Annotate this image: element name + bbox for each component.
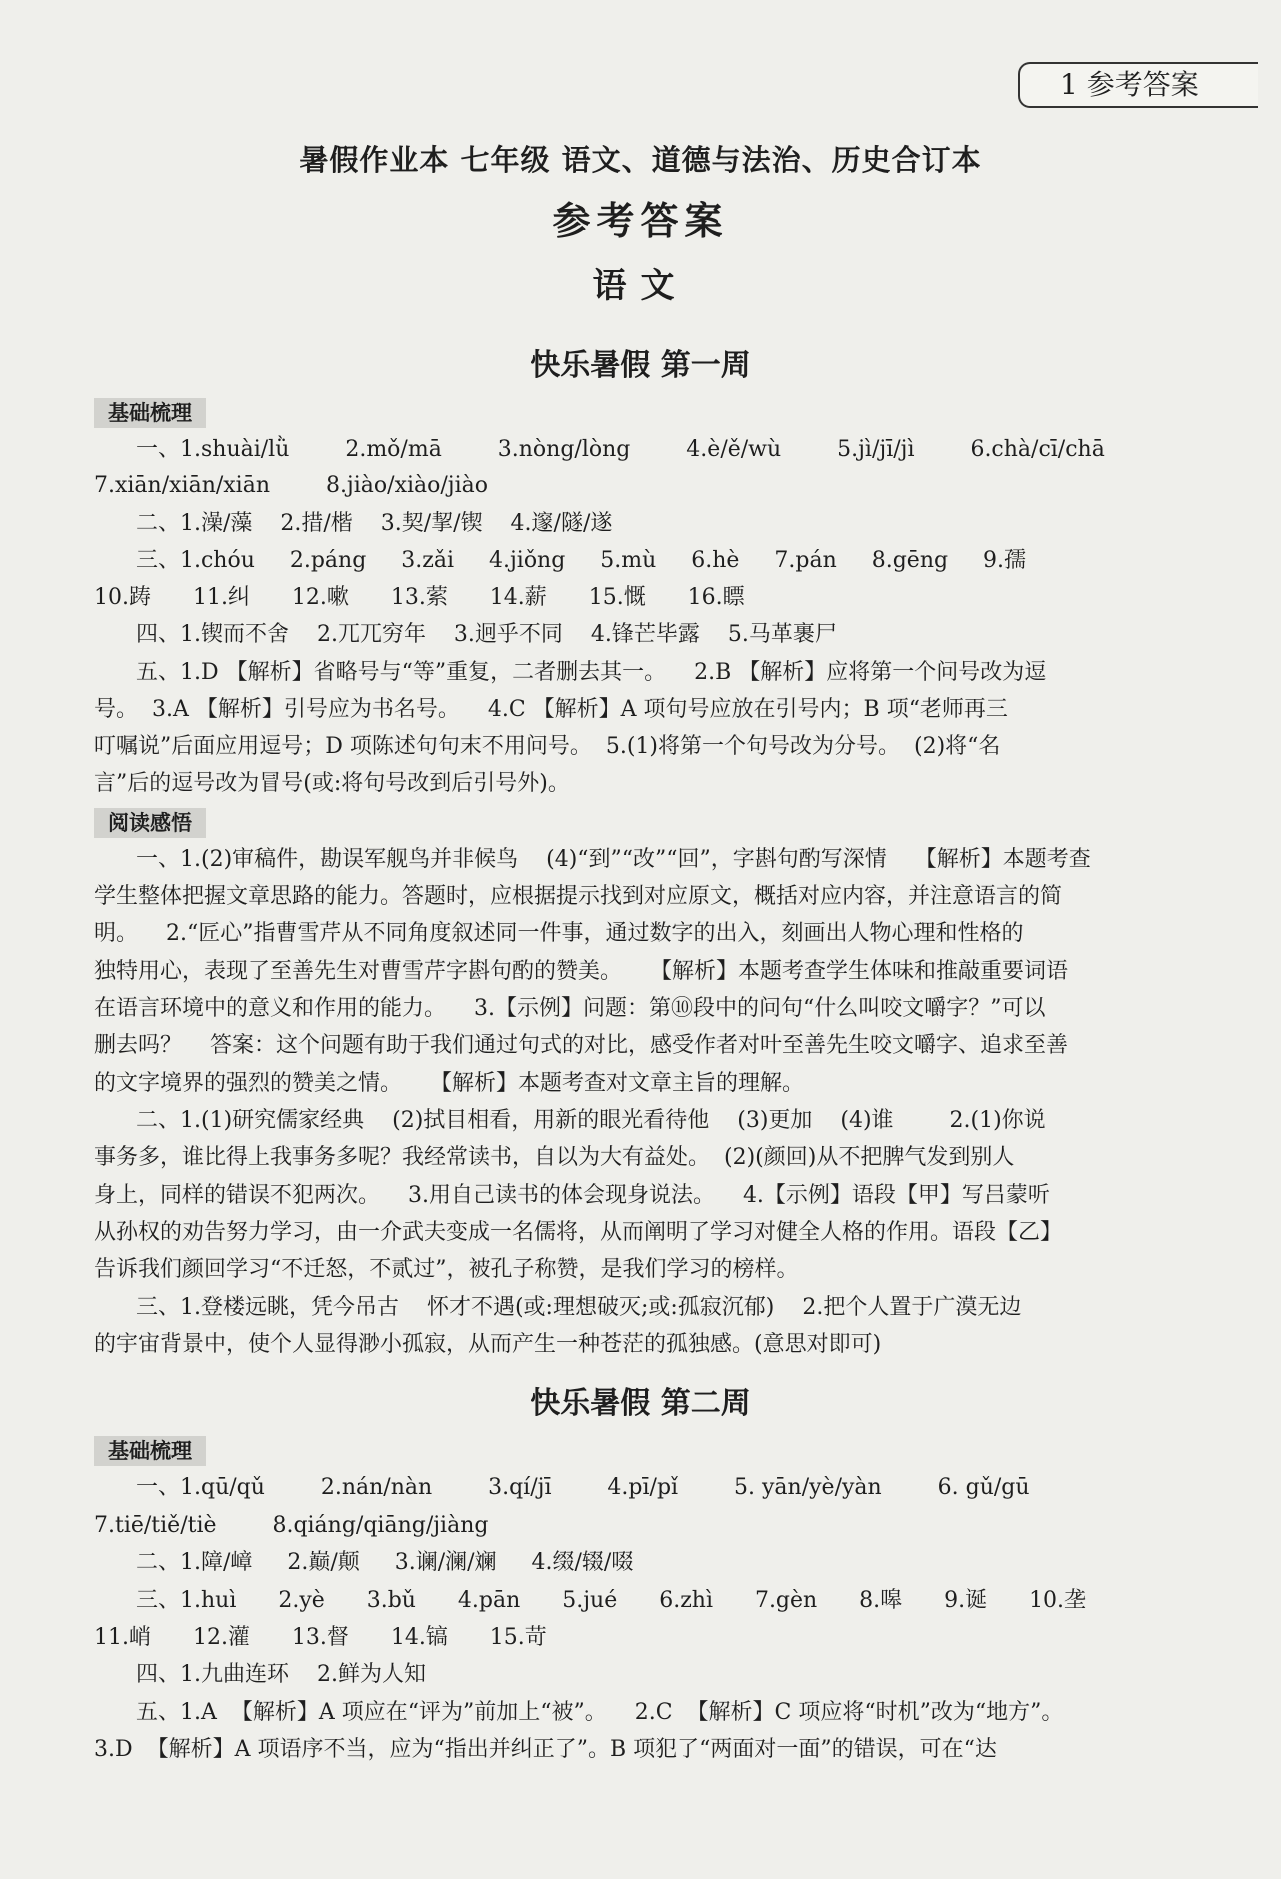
answer-line: 明。 2.“匠心”指曹雪芹从不同角度叙述同一件事，通过数字的出入，刻画出人物心理和性格的 [94,921,1024,946]
section-tag-reading: 阅读感悟 [94,808,206,838]
answer-line: 一、1.qū/qǔ 2.nán/nàn 3.qí/jī 4.pī/pǐ 5. yān/yè/yàn 6. gǔ/gū [136,1475,1030,1500]
answer-line: 11.峭 12.灌 13.督 14.镐 15.苛 [94,1625,547,1650]
answer-line: 10.踌 11.纠 12.嗽 13.萦 14.薪 15.慨 16.瞟 [94,585,745,610]
answer-line: 言”后的逗号改为冒号(或:将句号改到后引号外)。 [94,771,570,796]
subject-title: 语文 [592,266,689,306]
section-tag-basics: 基础梳理 [94,1436,206,1466]
answer-line: 号。 3.A 【解析】引号应为书名号。 4.C 【解析】A 项句号应放在引号内；B 项“老师再三 [94,697,1008,722]
answer-line: 三、1.huì 2.yè 3.bǔ 4.pān 5.jué 6.zhì 7.gèn 8.嗥 9.诞 10.垄 [136,1588,1087,1613]
answer-line: 三、1.chóu 2.páng 3.zǎi 4.jiǒng 5.mù 6.hè 7.pán 8.gēng 9.孺 [136,548,1027,573]
answer-line: 事务多，谁比得上我事务多呢？我经常读书，自以为大有益处。 (2)(颜回)从不把脾气发到别人 [94,1145,1015,1170]
answer-line: 五、1.D 【解析】省略号与“等”重复，二者删去其一。 2.B 【解析】应将第一个问号改为逗 [136,660,1047,685]
week1-title: 快乐暑假 第一周 [530,348,751,383]
answer-line: 7.tiē/tiě/tiè 8.qiáng/qiāng/jiàng [94,1513,489,1538]
page-header-tab: 1 参考答案 [1018,62,1258,108]
section-tag-basics: 基础梳理 [94,398,206,428]
answer-line: 一、1.(2)审稿件，勘误军舰鸟并非候鸟 (4)“到”“改”“回”，字斟句酌写深情 【解析】本题考查 [136,847,1091,872]
answer-line: 的宇宙背景中，使个人显得渺小孤寂，从而产生一种苍茫的孤独感。(意思对即可) [94,1332,882,1357]
main-title: 参考答案 [552,199,729,243]
answer-line: 三、1.登楼远眺，凭今吊古 怀才不遇(或:理想破灭;或:孤寂沉郁) 2.把个人置于广漠无边 [136,1295,1022,1320]
answer-line: 7.xiān/xiān/xiān 8.jiào/xiào/jiào [94,473,489,498]
answer-line: 四、1.锲而不舍 2.兀兀穷年 3.迥乎不同 4.锋芒毕露 5.马革裹尸 [136,622,837,647]
answer-line: 叮嘱说”后面应用逗号；D 项陈述句句末不用问号。 5.(1)将第一个句号改为分号。 (2)将“名 [94,734,1001,759]
answer-line: 在语言环境中的意义和作用的能力。 3.【示例】问题：第⑩段中的问句“什么叫咬文嚼字？”可以 [94,996,1046,1021]
answer-line: 身上，同样的错误不犯两次。 3.用自己读书的体会现身说法。 4.【示例】语段【甲】写吕蒙听 [94,1183,1050,1208]
answer-line: 五、1.A 【解析】A 项应在“评为”前加上“被”。 2.C 【解析】C 项应将“时机”改为“地方”。 [136,1700,1064,1725]
answer-line: 二、1.障/嶂 2.巅/颠 3.谰/澜/斓 4.缀/辍/啜 [136,1550,634,1575]
week2-title: 快乐暑假 第二周 [530,1386,751,1421]
book-title: 暑假作业本 七年级 语文、道德与法治、历史合订本 [299,143,982,177]
answer-line: 四、1.九曲连环 2.鲜为人知 [136,1662,426,1687]
answer-line: 一、1.shuài/lǜ 2.mǒ/mā 3.nòng/lòng 4.è/ě/wù 5.jì/jī/jì 6.chà/cī/chā [136,437,1105,462]
answer-line: 二、1.(1)研究儒家经典 (2)拭目相看，用新的眼光看待他 (3)更加 (4)谁 2.(1)你说 [136,1108,1046,1133]
answer-line: 的文字境界的强烈的赞美之情。 【解析】本题考查对文章主旨的理解。 [94,1071,804,1096]
answer-line: 从孙权的劝告努力学习，由一介武夫变成一名儒将，从而阐明了学习对健全人格的作用。语段【乙】 [94,1220,1063,1245]
answer-line: 学生整体把握文章思路的能力。答题时，应根据提示找到对应原文，概括对应内容，并注意语言的简 [94,884,1063,909]
answer-line: 3.D 【解析】A 项语序不当，应为“指出并纠正了”。B 项犯了“两面对一面”的错误，可在“达 [94,1737,997,1762]
answer-line: 删去吗？ 答案：这个问题有助于我们通过句式的对比，感受作者对叶至善先生咬文嚼字、追求至善 [94,1033,1068,1058]
answer-line: 独特用心，表现了至善先生对曹雪芹字斟句酌的赞美。 【解析】本题考查学生体味和推敲重要词语 [94,959,1068,984]
answer-line: 二、1.澡/藻 2.措/楷 3.契/挈/锲 4.邃/隧/遂 [136,511,613,536]
answer-line: 告诉我们颜回学习“不迁怒，不贰过”，被孔子称赞，是我们学习的榜样。 [94,1257,799,1282]
